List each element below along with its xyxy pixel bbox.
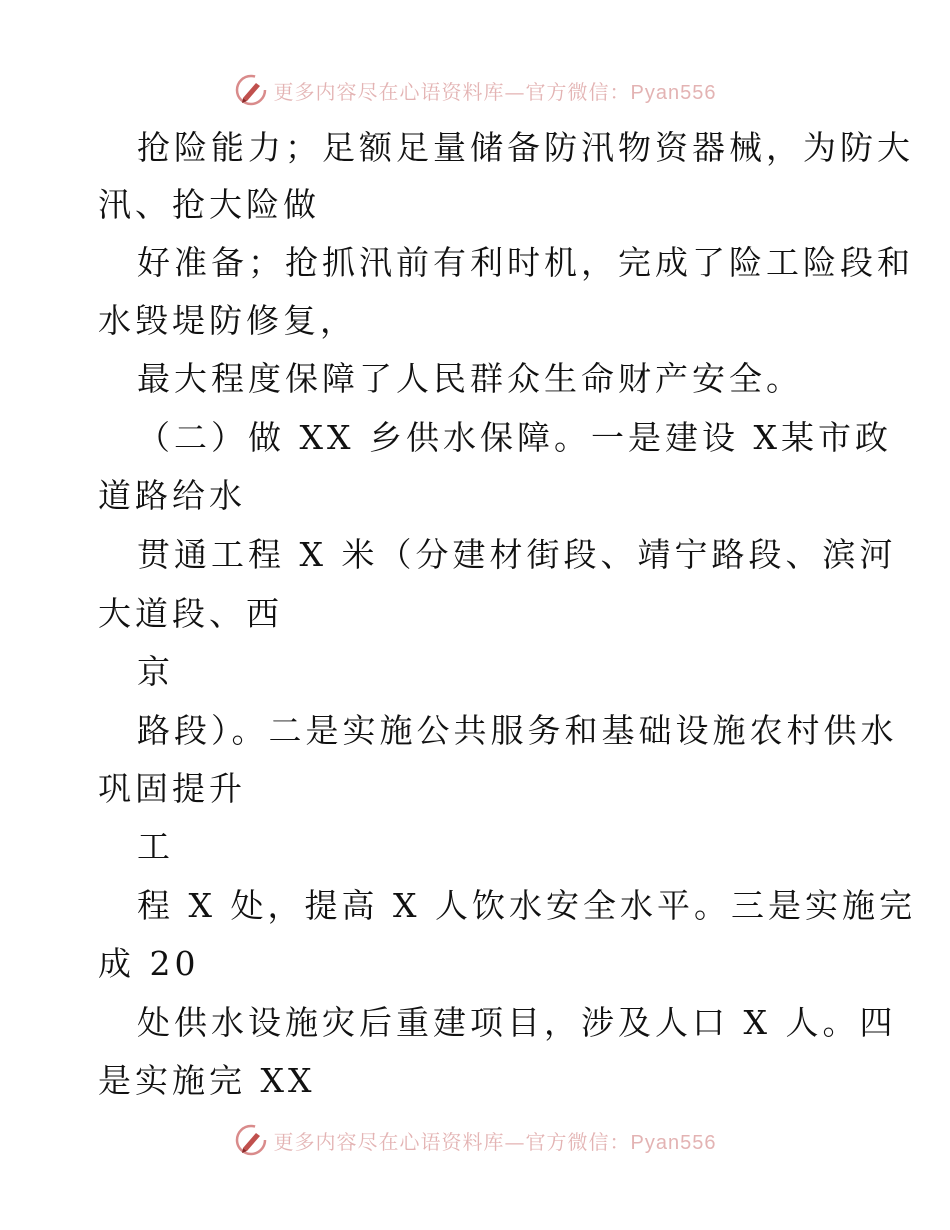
text-line: 处供水设施灾后重建项目，涉及人口 X 人。四 bbox=[137, 1003, 897, 1042]
text-line: 贯通工程 X 米（分建材街段、靖宁路段、滨河 bbox=[137, 535, 897, 574]
text-line: 抢险能力；足额足量储备防汛物资器械，为防大 bbox=[137, 128, 914, 167]
text-line: 京 bbox=[137, 652, 174, 691]
text-line: 大道段、西 bbox=[98, 594, 283, 633]
text-line: 工 bbox=[137, 827, 174, 866]
text-line: 是实施完 XX bbox=[98, 1061, 316, 1100]
text-line: 水毁堤防修复， bbox=[98, 301, 357, 340]
watermark-handle: Pyan556 bbox=[630, 81, 717, 104]
watermark-text: 更多内容尽在心语资料库—官方微信：Pyan556 bbox=[273, 1129, 717, 1154]
text-line: 程 X 处，提高 X 人饮水安全水平。三是实施完 bbox=[137, 886, 916, 925]
text-line: 好准备；抢抓汛前有利时机，完成了险工险段和 bbox=[137, 243, 914, 282]
text-line: 巩固提升 bbox=[98, 769, 246, 808]
text-line: 最大程度保障了人民群众生命财产安全。 bbox=[137, 359, 803, 398]
text-line: 道路给水 bbox=[98, 476, 246, 515]
pen-circle-logo-icon bbox=[234, 1123, 268, 1157]
text-line: （二）做 XX 乡供水保障。一是建设 X某市政 bbox=[137, 418, 892, 457]
footer-watermark bbox=[0, 1120, 950, 1160]
text-line: 路段）。二是实施公共服务和基础设施农村供水 bbox=[137, 711, 898, 750]
text-line: 成 20 bbox=[98, 944, 200, 983]
watermark-text: 更多内容尽在心语资料库—官方微信：Pyan556 bbox=[273, 79, 717, 104]
text-line: 汛、抢大险做 bbox=[98, 185, 320, 224]
watermark-handle: Pyan556 bbox=[630, 1131, 717, 1154]
